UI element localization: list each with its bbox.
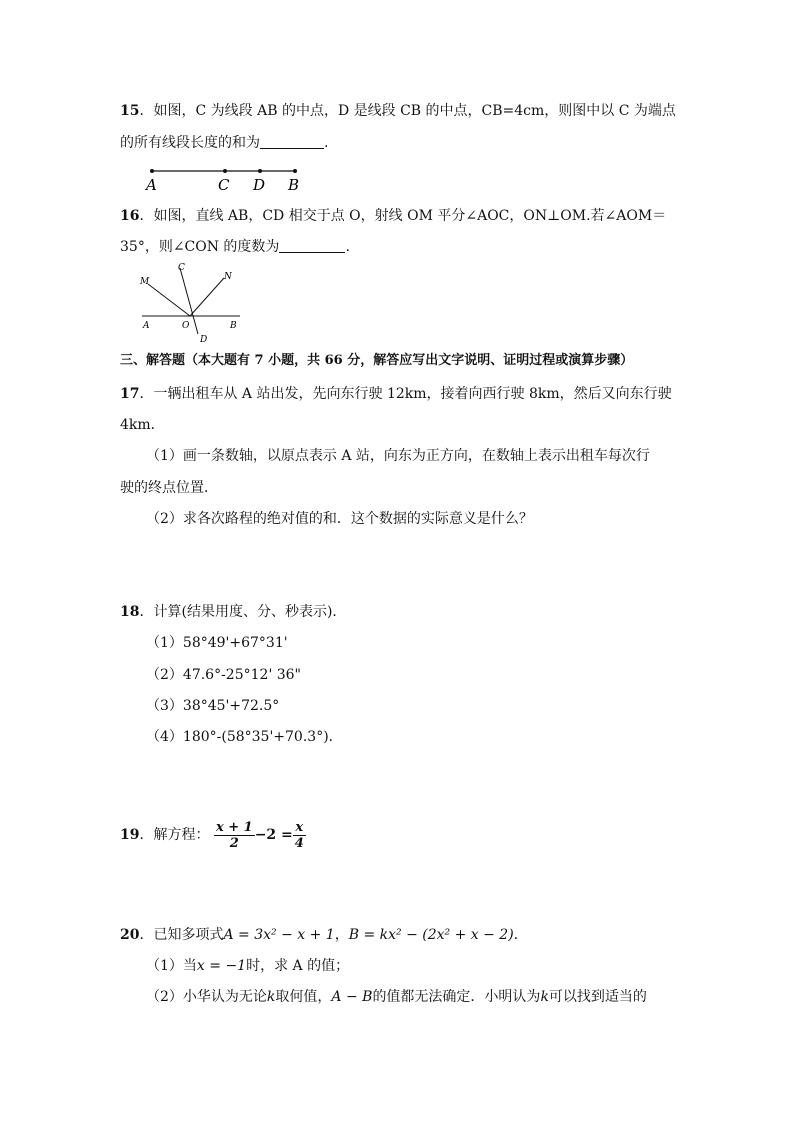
q18-number: 18: [120, 604, 140, 620]
q15-figure: [140, 162, 320, 194]
q15-text1: ．如图，C 为线段 AB 的中点，D 是线段 CB 的中点，CB=4cm，则图中以 C 为端点: [139, 103, 676, 119]
label-c: C: [218, 176, 230, 194]
q15-line2: [120, 133, 328, 153]
q17-line2: 4km．: [120, 417, 165, 433]
label-c: C: [178, 263, 185, 273]
q16-figure: [138, 262, 248, 344]
q17-number: 17: [120, 386, 140, 402]
q19-fraction-left: [214, 820, 255, 851]
q17-line1: [120, 384, 672, 404]
q20-expr-b: B = kx² − (2x² + x − 2): [348, 927, 514, 943]
q17-part2: （2）求各次路程的绝对值的和．这个数据的实际意义是什么？: [146, 511, 533, 527]
q16-number: 16: [120, 208, 140, 224]
q20-end: ．: [513, 927, 528, 943]
q19-label: ．解方程：: [139, 827, 210, 843]
label-m: M: [140, 277, 150, 287]
q20-part1-b: 时，求 A 的值；: [246, 958, 350, 974]
q15-number: 15: [120, 103, 140, 119]
label-n: N: [224, 272, 232, 282]
q17-text1: ．一辆出租车从 A 站出发，先向东行驶 12km，接着向西行驶 8km，然后又向东行驶: [139, 386, 672, 402]
q18-item-2: （2）47.6°-25°12' 36": [146, 667, 301, 683]
q16-answer-blank[interactable]: [279, 238, 345, 253]
frac-right-numerator: x: [293, 820, 306, 836]
label-a: A: [143, 321, 150, 331]
point-b: [293, 169, 297, 173]
frac-left-numerator: x + 1: [215, 819, 253, 835]
q18-text: ．计算(结果用度、分、秒表示)．: [139, 604, 347, 620]
q20-sep: ，: [334, 927, 349, 943]
q18-item-1: （1）58°49'+67°31': [146, 635, 288, 651]
q16-end: .: [345, 239, 350, 255]
frac-right-denominator: 4: [294, 835, 304, 851]
q17-part1-line1: （1）画一条数轴，以原点表示 A 站，向东为正方向，在数轴上表示出租车每次行: [146, 448, 650, 464]
q15-answer-blank[interactable]: [260, 134, 324, 149]
label-b: B: [230, 321, 237, 331]
q17-part1-line2: 驶的终点位置．: [120, 480, 218, 496]
q20-part2-c: 的值都无法确定．小明认为: [372, 989, 541, 1005]
q20-part2-k: k: [266, 989, 276, 1005]
label-o: O: [182, 321, 190, 331]
q20-part2-d: 可以找到适当的: [548, 989, 647, 1005]
q20-expr-a: A = 3x² − x + 1: [223, 927, 335, 943]
q15-text2: 的所有线段长度的和为: [120, 135, 260, 151]
label-a: A: [146, 176, 157, 194]
q20-line1: [120, 925, 528, 945]
point-a: [150, 169, 154, 173]
q15-line1: [120, 101, 676, 121]
q18-title: [120, 602, 346, 622]
q20-part1-cond: x = −1: [196, 958, 247, 974]
q19-line: [120, 818, 306, 852]
q20-text1: ．已知多项式: [139, 927, 224, 943]
q16-text1: ．如图，直线 AB，CD 相交于点 O，射线 OM 平分∠AOC，ON⊥OM.若∠AOM＝: [139, 208, 667, 224]
q20-part1: [146, 956, 349, 976]
q20-part2-b: 取何值，: [275, 989, 332, 1005]
q19-number: 19: [120, 827, 140, 843]
q20-part2-a: （2）小华认为无论: [146, 989, 267, 1005]
q20-number: 20: [120, 927, 140, 943]
q20-part2-k2: k: [540, 989, 549, 1005]
q16-line1: [120, 206, 666, 226]
q19-fraction-right: [293, 820, 306, 851]
q20-part2-expr: A − B: [331, 989, 373, 1005]
q20-part1-a: （1）当: [146, 958, 197, 974]
ray-on: [190, 278, 224, 316]
label-d: D: [253, 176, 266, 194]
label-b: B: [288, 176, 300, 194]
label-d: D: [200, 335, 208, 344]
point-d: [258, 169, 262, 173]
q18-item-4: （4）180°-(58°35'+70.3°)．: [146, 729, 343, 745]
point-c: [223, 169, 227, 173]
frac-left-denominator: 2: [229, 835, 239, 851]
q20-part2: [146, 987, 647, 1007]
q19-middle: −2 =: [254, 827, 293, 843]
q16-line2: [120, 237, 350, 257]
q15-end: .: [324, 135, 329, 151]
section-3-heading: 三、解答题（本大题有 7 小题，共 66 分，解答应写出文字说明、证明过程或演算步骤）: [120, 353, 634, 368]
q18-item-3: （3）38°45'+72.5°: [146, 698, 280, 714]
ray-om: [148, 284, 190, 316]
q16-text2: 35°，则∠CON 的度数为: [120, 239, 280, 255]
